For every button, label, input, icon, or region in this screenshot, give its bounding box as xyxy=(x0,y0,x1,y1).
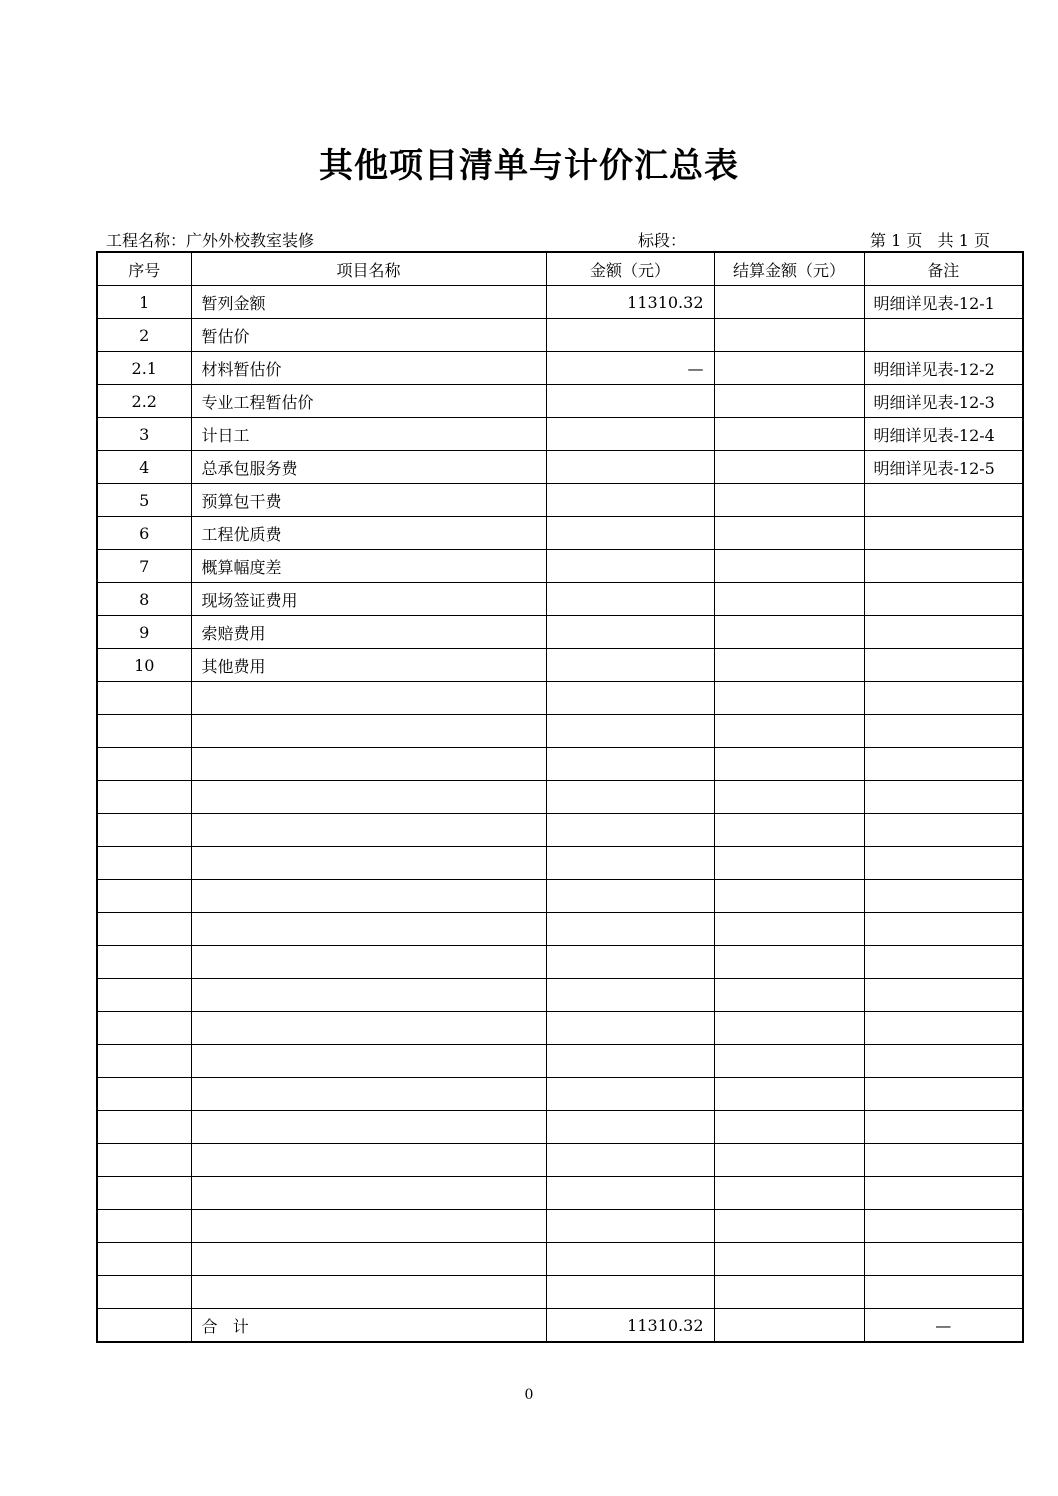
row-remark: 明细详见表-12-3 xyxy=(864,385,1023,418)
empty-cell xyxy=(191,946,546,979)
empty-cell xyxy=(714,1177,864,1210)
row-settle xyxy=(714,451,864,484)
row-amount: — xyxy=(546,352,714,385)
empty-row xyxy=(97,1078,1023,1111)
table-row xyxy=(97,484,1023,517)
empty-cell xyxy=(191,814,546,847)
empty-cell xyxy=(546,946,714,979)
empty-cell xyxy=(97,847,191,880)
empty-cell xyxy=(714,1243,864,1276)
empty-cell xyxy=(864,715,1023,748)
empty-cell xyxy=(864,880,1023,913)
empty-cell xyxy=(864,748,1023,781)
empty-cell xyxy=(97,781,191,814)
row-settle xyxy=(714,484,864,517)
empty-cell xyxy=(97,1012,191,1045)
empty-cell xyxy=(97,1177,191,1210)
row-amount: 11310.32 xyxy=(546,286,714,319)
page-indicator: 第 1 页 共 1 页 xyxy=(870,231,990,250)
total-settle xyxy=(714,1309,864,1343)
project-name: 工程名称：广外外校教室装修 xyxy=(106,231,315,250)
empty-cell xyxy=(546,979,714,1012)
empty-cell xyxy=(714,1012,864,1045)
empty-cell xyxy=(864,913,1023,946)
empty-cell xyxy=(191,913,546,946)
header-amount: 金额（元） xyxy=(546,252,714,286)
table-row xyxy=(97,616,1023,649)
empty-cell xyxy=(97,748,191,781)
empty-cell xyxy=(546,913,714,946)
empty-cell xyxy=(864,1111,1023,1144)
row-name: 专业工程暂估价 xyxy=(191,385,546,418)
empty-cell xyxy=(714,748,864,781)
row-name: 总承包服务费 xyxy=(191,451,546,484)
empty-cell xyxy=(191,682,546,715)
empty-cell xyxy=(714,1144,864,1177)
empty-cell xyxy=(714,946,864,979)
empty-cell xyxy=(714,715,864,748)
row-remark: 明细详见表-12-2 xyxy=(864,352,1023,385)
empty-row xyxy=(97,1144,1023,1177)
row-amount xyxy=(546,583,714,616)
empty-row xyxy=(97,1111,1023,1144)
table-row xyxy=(97,352,1023,385)
empty-cell xyxy=(191,979,546,1012)
empty-cell xyxy=(864,1276,1023,1309)
empty-row xyxy=(97,880,1023,913)
row-no: 9 xyxy=(97,616,191,649)
row-settle xyxy=(714,616,864,649)
empty-cell xyxy=(191,715,546,748)
empty-row xyxy=(97,1177,1023,1210)
empty-cell xyxy=(97,1276,191,1309)
empty-cell xyxy=(191,1012,546,1045)
empty-cell xyxy=(864,1144,1023,1177)
row-settle xyxy=(714,583,864,616)
row-settle xyxy=(714,385,864,418)
header-settle: 结算金额（元） xyxy=(714,252,864,286)
empty-cell xyxy=(97,1243,191,1276)
empty-cell xyxy=(714,1045,864,1078)
empty-row xyxy=(97,1243,1023,1276)
empty-cell xyxy=(546,748,714,781)
empty-row xyxy=(97,781,1023,814)
row-no: 5 xyxy=(97,484,191,517)
row-remark xyxy=(864,517,1023,550)
row-amount xyxy=(546,418,714,451)
row-no: 7 xyxy=(97,550,191,583)
empty-cell xyxy=(191,781,546,814)
table-row xyxy=(97,418,1023,451)
empty-cell xyxy=(864,1243,1023,1276)
empty-cell xyxy=(191,1111,546,1144)
empty-cell xyxy=(714,814,864,847)
empty-cell xyxy=(714,682,864,715)
empty-cell xyxy=(864,1012,1023,1045)
header-name: 项目名称 xyxy=(191,252,546,286)
row-amount xyxy=(546,517,714,550)
row-settle xyxy=(714,319,864,352)
empty-cell xyxy=(546,1111,714,1144)
empty-cell xyxy=(864,1045,1023,1078)
table-row xyxy=(97,286,1023,319)
table-row xyxy=(97,550,1023,583)
empty-cell xyxy=(191,1177,546,1210)
row-remark xyxy=(864,484,1023,517)
row-amount xyxy=(546,319,714,352)
empty-cell xyxy=(97,1045,191,1078)
empty-row xyxy=(97,1210,1023,1243)
row-no: 4 xyxy=(97,451,191,484)
empty-cell xyxy=(97,913,191,946)
empty-cell xyxy=(97,880,191,913)
row-name: 概算幅度差 xyxy=(191,550,546,583)
empty-cell xyxy=(191,1078,546,1111)
empty-cell xyxy=(97,1210,191,1243)
row-remark: 明细详见表-12-5 xyxy=(864,451,1023,484)
empty-cell xyxy=(191,1045,546,1078)
empty-cell xyxy=(714,913,864,946)
empty-cell xyxy=(97,1144,191,1177)
empty-cell xyxy=(546,1243,714,1276)
empty-cell xyxy=(864,1210,1023,1243)
empty-cell xyxy=(864,847,1023,880)
row-name: 材料暂估价 xyxy=(191,352,546,385)
row-settle xyxy=(714,418,864,451)
header-remark: 备注 xyxy=(864,252,1023,286)
empty-cell xyxy=(546,1012,714,1045)
row-name: 索赔费用 xyxy=(191,616,546,649)
table-header-row xyxy=(97,252,1023,286)
row-name: 其他费用 xyxy=(191,649,546,682)
row-amount xyxy=(546,451,714,484)
empty-cell xyxy=(546,1144,714,1177)
empty-cell xyxy=(714,1078,864,1111)
empty-cell xyxy=(97,946,191,979)
empty-row xyxy=(97,946,1023,979)
empty-cell xyxy=(97,1111,191,1144)
row-no: 2.1 xyxy=(97,352,191,385)
summary-table xyxy=(96,251,1024,1343)
empty-cell xyxy=(714,880,864,913)
row-amount xyxy=(546,616,714,649)
header-no: 序号 xyxy=(97,252,191,286)
row-no: 8 xyxy=(97,583,191,616)
empty-cell xyxy=(546,781,714,814)
row-name: 暂列金额 xyxy=(191,286,546,319)
row-remark xyxy=(864,649,1023,682)
row-remark xyxy=(864,319,1023,352)
empty-cell xyxy=(191,1276,546,1309)
table-row xyxy=(97,649,1023,682)
row-no: 10 xyxy=(97,649,191,682)
row-amount xyxy=(546,649,714,682)
empty-cell xyxy=(191,1210,546,1243)
total-remark: — xyxy=(864,1309,1023,1343)
empty-row xyxy=(97,1012,1023,1045)
meta-line xyxy=(0,228,1058,250)
row-amount xyxy=(546,550,714,583)
row-settle xyxy=(714,286,864,319)
empty-cell xyxy=(97,1078,191,1111)
empty-cell xyxy=(191,847,546,880)
table-row xyxy=(97,583,1023,616)
empty-cell xyxy=(97,979,191,1012)
empty-cell xyxy=(864,781,1023,814)
row-no: 2.2 xyxy=(97,385,191,418)
table-row xyxy=(97,385,1023,418)
empty-cell xyxy=(546,880,714,913)
empty-row xyxy=(97,748,1023,781)
total-label: 合 计 xyxy=(191,1309,546,1343)
row-remark xyxy=(864,550,1023,583)
empty-cell xyxy=(714,847,864,880)
table-row xyxy=(97,319,1023,352)
row-name: 现场签证费用 xyxy=(191,583,546,616)
empty-cell xyxy=(97,814,191,847)
total-no xyxy=(97,1309,191,1343)
empty-cell xyxy=(546,1045,714,1078)
empty-cell xyxy=(546,814,714,847)
row-name: 暂估价 xyxy=(191,319,546,352)
segment-label: 标段： xyxy=(638,231,687,250)
row-remark: 明细详见表-12-4 xyxy=(864,418,1023,451)
row-settle xyxy=(714,517,864,550)
empty-cell xyxy=(546,1276,714,1309)
empty-row xyxy=(97,1276,1023,1309)
row-no: 3 xyxy=(97,418,191,451)
empty-cell xyxy=(546,1078,714,1111)
empty-cell xyxy=(714,1276,864,1309)
page-title: 其他项目清单与计价汇总表 xyxy=(319,146,739,186)
empty-cell xyxy=(714,1210,864,1243)
empty-row xyxy=(97,814,1023,847)
row-no: 2 xyxy=(97,319,191,352)
table-body xyxy=(97,286,1023,1343)
row-name: 计日工 xyxy=(191,418,546,451)
empty-row xyxy=(97,682,1023,715)
empty-cell xyxy=(191,1144,546,1177)
empty-cell xyxy=(191,1243,546,1276)
row-settle xyxy=(714,550,864,583)
empty-cell xyxy=(97,715,191,748)
empty-row xyxy=(97,847,1023,880)
empty-cell xyxy=(546,715,714,748)
row-remark xyxy=(864,616,1023,649)
row-name: 工程优质费 xyxy=(191,517,546,550)
empty-cell xyxy=(546,1177,714,1210)
empty-cell xyxy=(864,1177,1023,1210)
empty-row xyxy=(97,979,1023,1012)
table-row xyxy=(97,451,1023,484)
empty-cell xyxy=(546,1210,714,1243)
empty-cell xyxy=(546,847,714,880)
empty-cell xyxy=(191,880,546,913)
empty-cell xyxy=(864,979,1023,1012)
empty-cell xyxy=(546,682,714,715)
empty-cell xyxy=(864,682,1023,715)
empty-cell xyxy=(97,682,191,715)
row-settle xyxy=(714,352,864,385)
row-no: 6 xyxy=(97,517,191,550)
table-row xyxy=(97,517,1023,550)
empty-cell xyxy=(864,946,1023,979)
row-amount xyxy=(546,385,714,418)
empty-cell xyxy=(864,1078,1023,1111)
empty-cell xyxy=(714,1111,864,1144)
empty-cell xyxy=(864,814,1023,847)
row-settle xyxy=(714,649,864,682)
empty-cell xyxy=(714,979,864,1012)
total-row xyxy=(97,1309,1023,1343)
page-number: 0 xyxy=(524,1387,534,1403)
empty-cell xyxy=(191,748,546,781)
empty-row xyxy=(97,715,1023,748)
total-amount: 11310.32 xyxy=(546,1309,714,1343)
row-no: 1 xyxy=(97,286,191,319)
empty-row xyxy=(97,913,1023,946)
row-name: 预算包干费 xyxy=(191,484,546,517)
row-remark xyxy=(864,583,1023,616)
empty-row xyxy=(97,1045,1023,1078)
row-amount xyxy=(546,484,714,517)
row-remark: 明细详见表-12-1 xyxy=(864,286,1023,319)
empty-cell xyxy=(714,781,864,814)
